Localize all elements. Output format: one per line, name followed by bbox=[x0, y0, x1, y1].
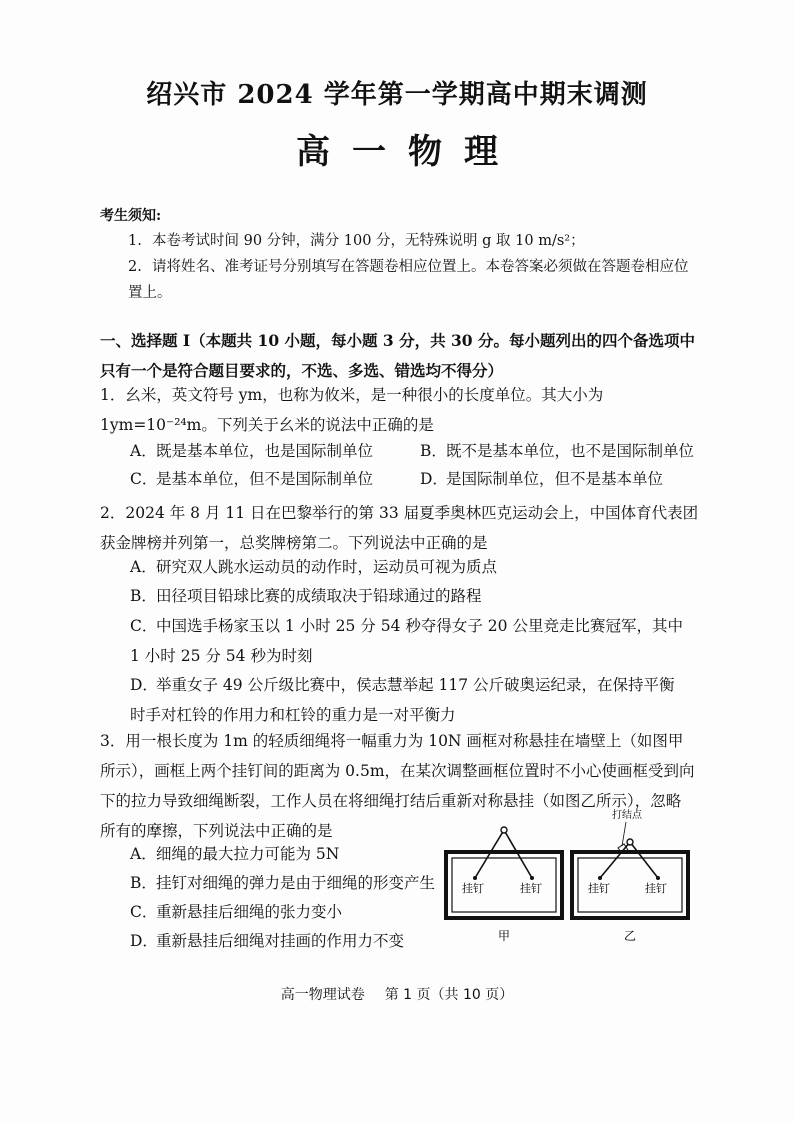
notice-item-number: 2. bbox=[128, 259, 142, 275]
picture-frame-figure bbox=[440, 808, 700, 948]
subject-title: 高一物理 bbox=[296, 132, 520, 172]
wall-nail-icon bbox=[627, 839, 633, 845]
question-2-option-b bbox=[130, 582, 690, 610]
nail-label-yi-right: 挂钉 bbox=[645, 882, 667, 895]
question-3-option-d bbox=[130, 927, 404, 955]
notice-item bbox=[128, 228, 688, 254]
notice-heading: 考生须知: bbox=[100, 208, 162, 224]
question-1-option-d bbox=[420, 465, 663, 493]
option-text: 研究双人跳水运动员的动作时，运动员可视为质点 bbox=[156, 558, 498, 576]
option-label: D． bbox=[420, 470, 448, 488]
option-label: B． bbox=[420, 442, 447, 460]
notice-item-text: 请将姓名、准考证号分别填写在答题卷相应位置上。本卷答案必须做在答题卷相应位置上。 bbox=[128, 259, 689, 301]
option-label: C． bbox=[130, 470, 158, 488]
nail-icon bbox=[530, 876, 534, 880]
question-1-option-b bbox=[420, 437, 694, 465]
nail-label-jia-right: 挂钉 bbox=[520, 882, 542, 895]
option-text: 重新悬挂后细绳对挂画的作用力不变 bbox=[156, 932, 405, 950]
footer-paper-name: 高一物理试卷 bbox=[280, 987, 365, 1003]
option-text: 细绳的最大拉力可能为 5N bbox=[156, 845, 340, 863]
nail-icon bbox=[473, 876, 477, 880]
caption-yi: 乙 bbox=[624, 929, 637, 943]
question-1-option-a bbox=[130, 437, 373, 465]
option-label: C． bbox=[130, 903, 158, 921]
option-text: 既不是基本单位，也不是国际制单位 bbox=[446, 442, 695, 460]
frame-yi bbox=[572, 808, 688, 918]
option-text: 挂钉对细绳的弹力是由于细绳的形变产生 bbox=[156, 874, 436, 892]
option-label: B． bbox=[130, 587, 157, 605]
question-2-stem: 2．2024 年 8 月 11 日在巴黎举行的第 33 届夏季奥林匹克运动会上，中国体育代表团获金牌榜并列第一，总奖牌榜第二。下列说法中正确的是 bbox=[100, 504, 699, 552]
question-2-option-d bbox=[130, 670, 690, 730]
footer-page-number: 第 1 页（共 10 页） bbox=[384, 987, 514, 1003]
exam-title: 绍兴市 2024 学年第一学期高中期末调测 bbox=[146, 80, 648, 110]
option-text: 是基本单位，但不是国际制单位 bbox=[156, 470, 374, 488]
option-text: 既是基本单位，也是国际制单位 bbox=[156, 442, 374, 460]
option-text: 重新悬挂后细绳的张力变小 bbox=[156, 903, 343, 921]
option-label: A． bbox=[130, 442, 157, 460]
nail-icon bbox=[598, 876, 602, 880]
knot-pointer bbox=[622, 822, 626, 846]
question-1-stem: 1．幺米，英文符号 ym，也称为攸米，是一种很小的长度单位。其大小为 1ym=10⁻²⁴m。下列关于幺米的说法中正确的是 bbox=[100, 386, 604, 434]
option-text: 中国选手杨家玉以 1 小时 25 分 54 秒夺得女子 20 公里竞走比赛冠军，其中 1 小时 25 分 54 秒为时刻 bbox=[130, 617, 683, 665]
knot-label: 打结点 bbox=[612, 810, 642, 821]
question-3-option-b bbox=[130, 869, 435, 897]
option-label: B． bbox=[130, 874, 157, 892]
option-text: 田径项目铅球比赛的成绩取决于铅球通过的路程 bbox=[156, 587, 482, 605]
option-label: D． bbox=[130, 676, 158, 694]
option-text: 是国际制单位，但不是基本单位 bbox=[446, 470, 664, 488]
notice-item-number: 1. bbox=[128, 233, 142, 249]
page-footer bbox=[0, 984, 794, 1004]
caption-jia: 甲 bbox=[498, 929, 511, 943]
option-label: A． bbox=[130, 558, 157, 576]
notice-item-text: 本卷考试时间 90 分钟，满分 100 分，无特殊说明 g 取 10 m/s²； bbox=[152, 233, 585, 249]
notice-item bbox=[128, 254, 696, 306]
nail-label-jia-left: 挂钉 bbox=[462, 882, 484, 895]
option-label: A． bbox=[130, 845, 157, 863]
section-heading: 一、选择题 I（本题共 10 小题，每小题 3 分，共 30 分。每小题列出的四个备选项中只有一个是符合题目要求的，不选、多选、错选均不得分） bbox=[100, 331, 695, 380]
question-2-option-c bbox=[130, 611, 690, 671]
option-label: D． bbox=[130, 932, 158, 950]
rope-yi bbox=[600, 842, 658, 878]
question-2-option-a bbox=[130, 553, 690, 581]
question-3-option-c bbox=[130, 898, 342, 926]
nail-icon bbox=[656, 876, 660, 880]
question-3-option-a bbox=[130, 840, 339, 868]
option-label: C． bbox=[130, 617, 158, 635]
wall-nail-icon bbox=[501, 827, 507, 833]
nail-label-yi-left: 挂钉 bbox=[588, 882, 610, 895]
question-1-option-c bbox=[130, 465, 373, 493]
option-text: 举重女子 49 公斤级比赛中，侯志慧举起 117 公斤破奥运纪录，在保持平衡时手对杠铃的作用力和杠铃的重力是一对平衡力 bbox=[130, 676, 675, 724]
frame-jia bbox=[446, 827, 562, 918]
question-3-stem: 3．用一根长度为 1m 的轻质细绳将一幅重力为 10N 画框对称悬挂在墙壁上（如图甲所示），画框上两个挂钉间的距离为 0.5m，在某次调整画框位置时不小心使画框受到向下的拉力导致细绳断裂，工作人员在将细绳打结后重新对称悬挂（如图乙所示），忽略所有的摩擦，下列说法中正确的是 bbox=[100, 732, 695, 840]
